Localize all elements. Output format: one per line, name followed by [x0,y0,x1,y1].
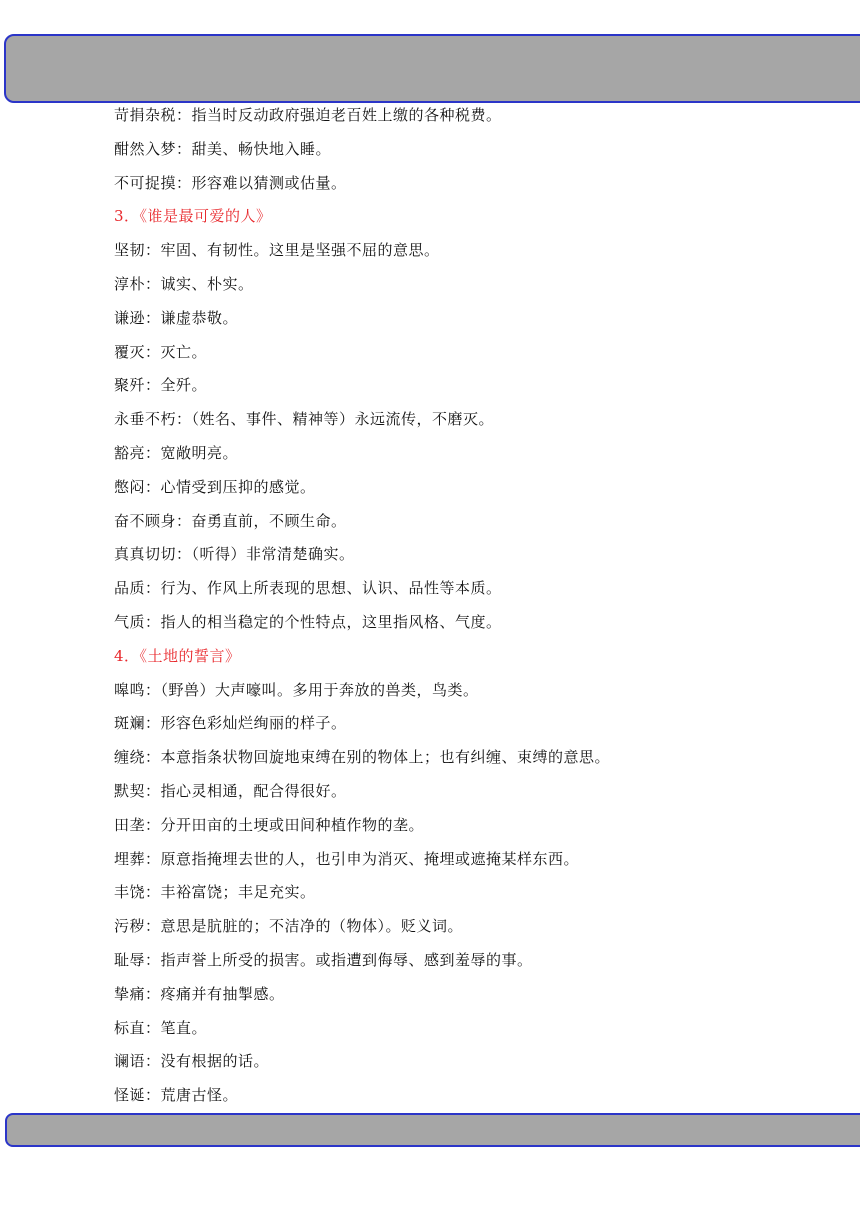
page-header-bar [4,34,860,103]
definition-line: 真真切切：（听得）非常清楚确实。 [114,545,355,564]
definition-line: 憋闷：心情受到压抑的感觉。 [114,477,316,496]
definition-line: 酣然入梦：甜美、畅快地入睡。 [114,139,332,158]
definition-line: 标直：笔直。 [114,1018,208,1037]
definition-line: 谦逊：谦虚恭敬。 [114,308,239,327]
definition-line: 谰语：没有根据的话。 [114,1052,270,1071]
definition-line: 丰饶：丰裕富饶；丰足充实。 [114,883,316,902]
definition-line: 怪诞：荒唐古怪。 [114,1086,239,1105]
definition-line: 奋不顾身：奋勇直前，不顾生命。 [114,511,347,530]
definition-line: 豁亮：宽敞明亮。 [114,443,239,462]
definition-line: 淳朴：诚实、朴实。 [114,274,254,293]
definition-line: 苛捐杂税：指当时反动政府强迫老百姓上缴的各种税费。 [114,106,502,124]
definition-line: 永垂不朽：（姓名、事件、精神等）永远流传，不磨灭。 [114,410,495,429]
definition-line: 默契：指心灵相通，配合得很好。 [114,781,347,800]
definition-line: 嗥鸣：（野兽）大声嚎叫。多用于奔放的兽类，鸟类。 [114,680,479,699]
definition-line: 缠绕：本意指条状物回旋地束缚在别的物体上；也有纠缠、束缚的意思。 [114,748,611,767]
definition-line: 污秽：意思是肮脏的；不洁净的（物体）。贬义词。 [114,917,464,936]
section-heading: 4．《土地的誓言》 [114,646,241,665]
document-body [114,99,844,1113]
definition-line: 覆灭：灭亡。 [114,342,208,361]
section-heading: 3．《谁是最可爱的人》 [114,207,272,226]
page-footer-bar [5,1113,860,1147]
definition-line: 聚歼：全歼。 [114,376,208,395]
definition-line: 耻辱：指声誉上所受的损害。或指遭到侮辱、感到羞辱的事。 [114,950,533,969]
definition-line: 气质：指人的相当稳定的个性特点，这里指风格、气度。 [114,612,502,631]
definition-line: 不可捉摸：形容难以猜测或估量。 [114,173,347,192]
definition-line: 斑斓：形容色彩灿烂绚丽的样子。 [114,714,347,733]
definition-line: 埋葬：原意指掩埋去世的人，也引申为消灭、掩埋或遮掩某样东西。 [114,849,580,868]
definition-line: 坚韧：牢固、有韧性。这里是坚强不屈的意思。 [114,241,440,260]
definition-line: 挚痛：疼痛并有抽掣感。 [114,984,285,1003]
definition-line: 田垄：分开田亩的土埂或田间种植作物的垄。 [114,815,425,834]
definition-line: 品质：行为、作风上所表现的思想、认识、品性等本质。 [114,579,502,598]
